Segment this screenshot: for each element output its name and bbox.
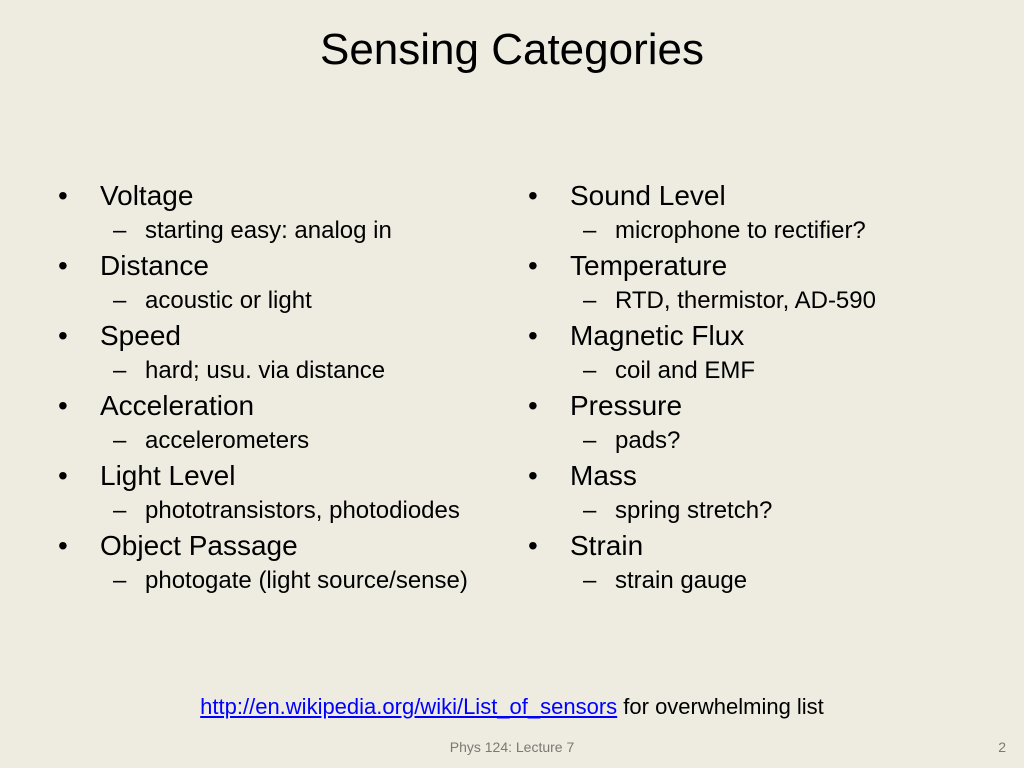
sub-bullet-label: acoustic or light bbox=[145, 287, 312, 314]
list-item bbox=[58, 526, 498, 596]
bullet-icon: • bbox=[528, 530, 538, 561]
list-item bbox=[528, 456, 968, 526]
bullet-row bbox=[528, 176, 968, 216]
list-item bbox=[528, 316, 968, 386]
list-item bbox=[528, 176, 968, 246]
sub-bullet-label: starting easy: analog in bbox=[145, 217, 392, 244]
bullet-row bbox=[58, 316, 498, 356]
sub-bullet-label: RTD, thermistor, AD-590 bbox=[615, 287, 876, 314]
dash-icon: – bbox=[113, 497, 127, 524]
bullet-icon: • bbox=[58, 320, 68, 351]
sub-bullet-row bbox=[58, 286, 498, 316]
sub-bullet-label: spring stretch? bbox=[615, 497, 773, 524]
bullet-row bbox=[528, 386, 968, 426]
sub-bullet-row bbox=[528, 356, 968, 386]
sub-bullet-row bbox=[528, 496, 968, 526]
wikipedia-sensors-link[interactable]: http://en.wikipedia.org/wiki/List_of_sensors bbox=[200, 694, 618, 719]
bullet-icon: • bbox=[528, 390, 538, 421]
right-bullet-list bbox=[528, 176, 968, 596]
sub-bullet-label: hard; usu. via distance bbox=[145, 357, 386, 384]
bullet-row bbox=[528, 456, 968, 496]
dash-icon: – bbox=[583, 287, 597, 314]
list-item bbox=[528, 246, 968, 316]
bullet-icon: • bbox=[58, 530, 68, 561]
bullet-icon: • bbox=[528, 180, 538, 211]
bullet-label: Speed bbox=[100, 320, 181, 351]
bullet-label: Magnetic Flux bbox=[570, 320, 745, 351]
page-number: 2 bbox=[998, 739, 1006, 755]
bullet-icon: • bbox=[58, 180, 68, 211]
dash-icon: – bbox=[583, 567, 597, 594]
bullet-row bbox=[58, 246, 498, 286]
dash-icon: – bbox=[113, 287, 127, 314]
bullet-icon: • bbox=[528, 250, 538, 281]
sub-bullet-label: pads? bbox=[615, 427, 681, 454]
list-item bbox=[58, 456, 498, 526]
list-item bbox=[58, 246, 498, 316]
bullet-label: Object Passage bbox=[100, 530, 298, 561]
dash-icon: – bbox=[113, 357, 127, 384]
sub-bullet-row bbox=[58, 566, 498, 596]
bullet-label: Sound Level bbox=[570, 180, 726, 211]
list-item bbox=[528, 526, 968, 596]
bullet-label: Temperature bbox=[570, 250, 728, 281]
sub-bullet-row bbox=[58, 496, 498, 526]
sub-bullet-row bbox=[58, 426, 498, 456]
sub-bullet-label: strain gauge bbox=[615, 567, 748, 594]
bullet-label: Pressure bbox=[570, 390, 683, 421]
sub-bullet-label: phototransistors, photodiodes bbox=[145, 497, 460, 524]
bullet-row bbox=[528, 526, 968, 566]
sub-bullet-row bbox=[528, 216, 968, 246]
dash-icon: – bbox=[583, 357, 597, 384]
sub-bullet-label: coil and EMF bbox=[615, 357, 756, 384]
bullet-icon: • bbox=[58, 250, 68, 281]
bullet-label: Acceleration bbox=[100, 390, 255, 421]
dash-icon: – bbox=[583, 217, 597, 244]
bullet-row bbox=[58, 526, 498, 566]
bullet-icon: • bbox=[528, 460, 538, 491]
bullet-row bbox=[58, 456, 498, 496]
bullet-icon: • bbox=[58, 460, 68, 491]
bullet-icon: • bbox=[58, 390, 68, 421]
bullet-icon: • bbox=[528, 320, 538, 351]
lecture-label: Phys 124: Lecture 7 bbox=[449, 739, 575, 755]
bullet-label: Strain bbox=[570, 530, 644, 561]
bullet-row bbox=[528, 246, 968, 286]
bullet-row bbox=[58, 386, 498, 426]
sub-bullet-row bbox=[528, 566, 968, 596]
bullet-label: Voltage bbox=[100, 180, 194, 211]
dash-icon: – bbox=[113, 567, 127, 594]
bullet-label: Distance bbox=[100, 250, 209, 281]
dash-icon: – bbox=[113, 217, 127, 244]
list-item bbox=[58, 386, 498, 456]
sub-bullet-label: photogate (light source/sense) bbox=[145, 567, 468, 594]
footer-reference bbox=[0, 690, 1024, 724]
bullet-label: Light Level bbox=[100, 460, 236, 491]
bullet-row bbox=[528, 316, 968, 356]
list-item bbox=[58, 316, 498, 386]
left-bullet-list bbox=[58, 176, 498, 596]
dash-icon: – bbox=[583, 427, 597, 454]
footer-trailing-text: for overwhelming list bbox=[617, 694, 824, 719]
bullet-label: Mass bbox=[570, 460, 637, 491]
sub-bullet-label: accelerometers bbox=[145, 427, 310, 454]
sub-bullet-row bbox=[58, 216, 498, 246]
dash-icon: – bbox=[583, 497, 597, 524]
list-item bbox=[58, 176, 498, 246]
sub-bullet-row bbox=[528, 286, 968, 316]
sub-bullet-label: microphone to rectifier? bbox=[615, 217, 866, 244]
bullet-row bbox=[58, 176, 498, 216]
sub-bullet-row bbox=[528, 426, 968, 456]
list-item bbox=[528, 386, 968, 456]
sub-bullet-row bbox=[58, 356, 498, 386]
slide-title: Sensing Categories bbox=[319, 25, 704, 74]
dash-icon: – bbox=[113, 427, 127, 454]
